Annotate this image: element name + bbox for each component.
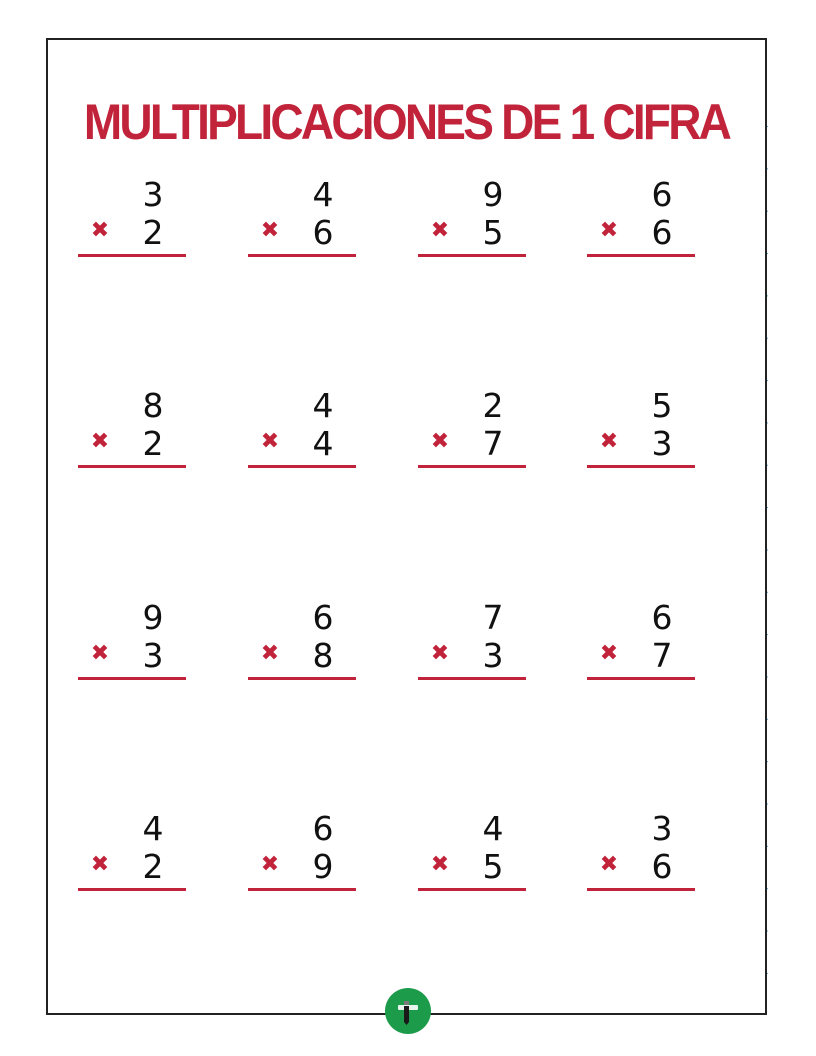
multiplier: 6	[651, 213, 673, 252]
answer-line	[418, 888, 526, 891]
multiplication-problem	[587, 388, 699, 478]
pencil-logo-icon	[385, 988, 431, 1034]
multiplicand: 8	[142, 386, 164, 425]
multiplication-problem	[418, 388, 530, 478]
multiplicand: 6	[651, 598, 673, 637]
multiplication-x-icon: ✖	[599, 852, 619, 877]
multiplicand: 6	[312, 809, 334, 848]
page-title: MULTIPLICACIONES DE 1 CIFRA	[83, 94, 730, 150]
answer-line	[418, 254, 526, 257]
multiplicand: 7	[482, 598, 504, 637]
answer-line	[248, 254, 356, 257]
multiplier: 6	[312, 213, 334, 252]
multiplication-x-icon: ✖	[430, 218, 450, 243]
multiplication-problem	[78, 811, 190, 901]
multiplicand: 6	[312, 598, 334, 637]
multiplier: 5	[482, 213, 504, 252]
multiplier: 3	[651, 424, 673, 463]
multiplication-x-icon: ✖	[90, 852, 110, 877]
multiplication-x-icon: ✖	[430, 641, 450, 666]
multiplier: 6	[651, 847, 673, 886]
multiplicand: 4	[312, 175, 334, 214]
answer-line	[78, 254, 186, 257]
multiplication-x-icon: ✖	[599, 218, 619, 243]
multiplicand: 4	[142, 809, 164, 848]
multiplication-problem	[248, 388, 360, 478]
multiplication-x-icon: ✖	[599, 429, 619, 454]
multiplication-x-icon: ✖	[430, 852, 450, 877]
answer-line	[78, 888, 186, 891]
multiplier: 2	[142, 424, 164, 463]
multiplicand: 6	[651, 175, 673, 214]
multiplication-problem	[248, 600, 360, 690]
multiplier: 8	[312, 636, 334, 675]
answer-line	[248, 888, 356, 891]
answer-line	[248, 677, 356, 680]
multiplication-problem	[78, 177, 190, 267]
answer-line	[587, 254, 695, 257]
multiplication-problem	[78, 600, 190, 690]
multiplicand: 2	[482, 386, 504, 425]
multiplicand: 4	[312, 386, 334, 425]
multiplication-x-icon: ✖	[260, 218, 280, 243]
multiplication-x-icon: ✖	[260, 641, 280, 666]
multiplicand: 3	[142, 175, 164, 214]
answer-line	[587, 677, 695, 680]
multiplication-x-icon: ✖	[599, 641, 619, 666]
answer-line	[418, 677, 526, 680]
multiplicand: 9	[142, 598, 164, 637]
multiplication-problem	[418, 177, 530, 267]
multiplication-problem	[248, 177, 360, 267]
multiplication-problem	[587, 600, 699, 690]
answer-line	[78, 677, 186, 680]
multiplier: 2	[142, 847, 164, 886]
answer-line	[587, 888, 695, 891]
multiplier: 4	[312, 424, 334, 463]
multiplication-x-icon: ✖	[90, 641, 110, 666]
multiplication-problem	[418, 811, 530, 901]
multiplication-x-icon: ✖	[90, 429, 110, 454]
multiplication-problem	[587, 177, 699, 267]
multiplier: 5	[482, 847, 504, 886]
multiplicand: 5	[651, 386, 673, 425]
multiplier: 7	[651, 636, 673, 675]
multiplication-x-icon: ✖	[260, 429, 280, 454]
multiplication-problem	[78, 388, 190, 478]
multiplicand: 9	[482, 175, 504, 214]
answer-line	[248, 465, 356, 468]
multiplication-x-icon: ✖	[90, 218, 110, 243]
multiplier: 3	[142, 636, 164, 675]
multiplication-problem	[418, 600, 530, 690]
multiplier: 3	[482, 636, 504, 675]
multiplier: 7	[482, 424, 504, 463]
answer-line	[587, 465, 695, 468]
multiplication-x-icon: ✖	[260, 852, 280, 877]
answer-line	[418, 465, 526, 468]
multiplication-problem	[248, 811, 360, 901]
multiplication-problem	[587, 811, 699, 901]
pencil-logo-graphic	[393, 996, 423, 1026]
multiplier: 9	[312, 847, 334, 886]
multiplication-x-icon: ✖	[430, 429, 450, 454]
multiplier: 2	[142, 213, 164, 252]
multiplicand: 3	[651, 809, 673, 848]
answer-line	[78, 465, 186, 468]
multiplicand: 4	[482, 809, 504, 848]
